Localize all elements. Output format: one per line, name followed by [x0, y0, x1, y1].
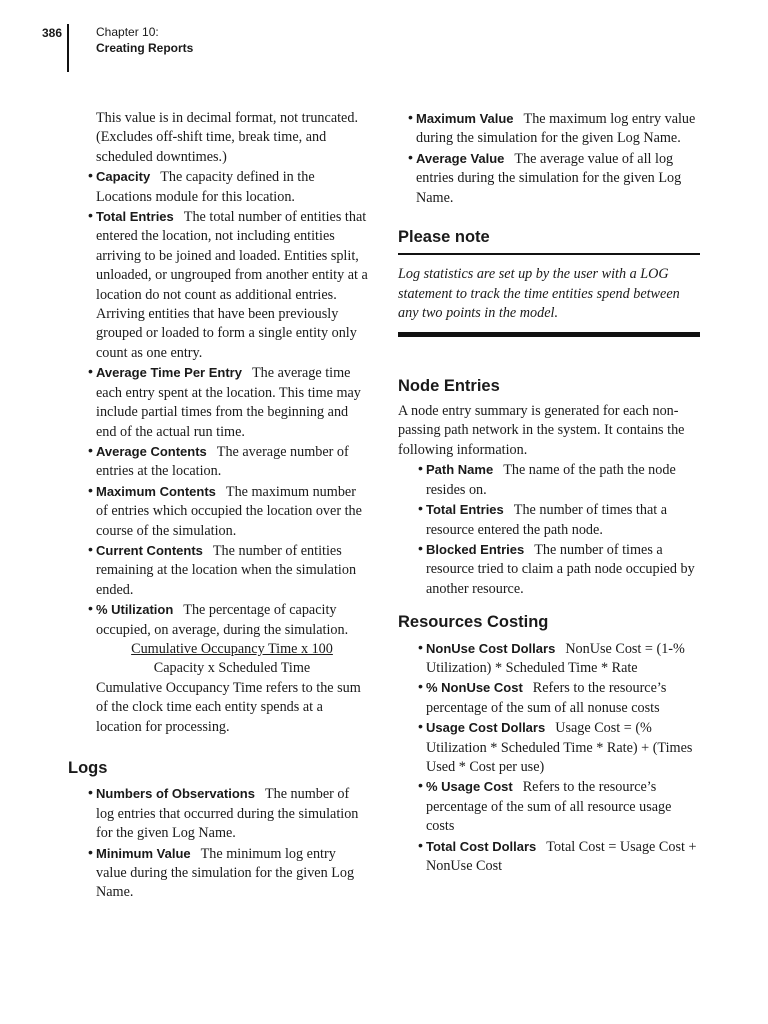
list-item [78, 207, 368, 363]
list-item [398, 718, 700, 777]
term: Minimum Value [96, 845, 191, 861]
bullet-icon: • [418, 778, 423, 795]
definition: The average number of entries at the location. [96, 443, 349, 480]
bullet-icon: • [418, 679, 423, 696]
term: Numbers of Observations [96, 786, 255, 802]
list-item [78, 541, 368, 600]
definition: The maximum log entry value during the simulation for the given Log Name. [416, 111, 696, 147]
term: Usage Cost Dollars [426, 720, 546, 736]
utilization-formula [78, 640, 368, 679]
term: Blocked Entries [426, 541, 525, 557]
node-intro: A node entry summary is generated for each non-passing path network in the system. It contains the following information. [398, 403, 685, 458]
list-item [398, 460, 700, 500]
definition: The average time each entry spent at the location. This time may include partial times from the beginning and end of the actual run time. [96, 365, 361, 440]
definition: NonUse Cost = (1-% Utilization) * Scheduled Time * Rate [426, 640, 685, 676]
definition: The number of log entries that occurred during the simulation for the given Log Name. [96, 786, 359, 842]
term: Total Entries [96, 209, 174, 225]
note-text: Log statistics are set up by the user with a LOG statement to track the time entities spend between any two points in the model. [398, 266, 680, 322]
section-heading-logs: Logs [68, 759, 108, 777]
bullet-icon: • [418, 719, 423, 736]
bullet-icon: • [418, 837, 423, 854]
list-item [78, 363, 368, 442]
header-divider [67, 24, 69, 72]
list-item [398, 639, 700, 679]
note-heading: Please note [398, 228, 490, 247]
definition: Refers to the resource’s percentage of the sum of all resource usage costs [426, 779, 672, 835]
bullet-icon: • [88, 844, 93, 861]
bullet-icon: • [88, 168, 93, 185]
page-number: 386 [42, 26, 63, 40]
definition: The number of times a resource tried to claim a path node occupied by another resource. [426, 541, 695, 597]
note-top-rule [398, 253, 700, 255]
term: Maximum Value [416, 111, 514, 126]
term: Average Time Per Entry [96, 365, 242, 381]
list-item [398, 837, 700, 877]
list-item [78, 844, 368, 903]
term: Average Contents [96, 443, 207, 459]
bullet-icon: • [418, 461, 423, 478]
node-entries-list [398, 460, 700, 599]
logs-list-continued [398, 109, 700, 208]
term: % NonUse Cost [426, 680, 523, 696]
definition: The capacity defined in the Locations module for this location. [96, 169, 315, 205]
definition: The number of entities remaining at the location when the simulation ended. [96, 542, 357, 598]
section-heading-node-entries: Node Entries [398, 376, 500, 395]
formula-denominator: Capacity x Scheduled Time [153, 660, 311, 677]
bullet-icon: • [408, 149, 413, 166]
chapter-title: Creating Reports [96, 41, 194, 55]
term: Total Entries [426, 502, 504, 518]
list-item [398, 149, 700, 208]
definition: The maximum number of entries which occupied the location over the course of the simulation. [96, 483, 362, 539]
definition: The minimum log entry value during the simulation for the given Log Name. [96, 845, 355, 901]
left-column [68, 109, 368, 903]
term: Maximum Contents [96, 483, 216, 499]
bullet-icon: • [88, 785, 93, 802]
term: % Utilization [96, 602, 174, 618]
definition: The total number of entities that entered the location, not including entities arriving to be joined and loaded. Entities split, unloaded, or ungrouped from another entity at a location do not count as additional entries. Arriving entities that have been previously grouped or loaded to form a single entity only count as one entry. [96, 209, 368, 361]
formula-numerator: Cumulative Occupancy Time x 100 [131, 640, 333, 657]
bullet-icon: • [88, 208, 93, 225]
term: NonUse Cost Dollars [426, 640, 556, 656]
intro-paragraph: This value is in decimal format, not truncated. (Excludes off-shift time, break time, and scheduled downtimes.) [96, 110, 358, 165]
definition: The average value of all log entries during the simulation for the given Log Name. [416, 150, 682, 206]
list-item [78, 442, 368, 482]
note-box [398, 228, 700, 337]
definition: Refers to the resource’s percentage of the sum of all nonuse costs [426, 680, 667, 716]
term: Capacity [96, 169, 151, 185]
running-header [96, 24, 193, 56]
definition: The number of times that a resource entered the path node. [426, 502, 668, 538]
bullet-icon: • [418, 501, 423, 518]
bullet-icon: • [408, 110, 413, 126]
bullet-icon: • [418, 639, 423, 656]
bullet-icon: • [418, 540, 423, 557]
list-item [398, 678, 700, 718]
location-stats-list [78, 167, 368, 640]
list-item [78, 482, 368, 541]
formula-note: Cumulative Occupancy Time refers to the sum of the clock time each entity spends at a location for processing. [96, 679, 361, 735]
definition: Usage Cost = (% Utilization * Scheduled Time * Rate) + (Times Used * Cost per use) [426, 720, 693, 775]
list-item [398, 500, 700, 540]
list-item [78, 600, 368, 640]
bullet-icon: • [88, 601, 93, 618]
bullet-icon: • [88, 442, 93, 459]
bullet-icon: • [88, 364, 93, 381]
term: Current Contents [96, 542, 203, 558]
term: % Usage Cost [426, 779, 513, 795]
list-item [398, 777, 700, 836]
term: Average Value [416, 150, 505, 166]
list-item [78, 167, 368, 207]
section-heading-resources-costing: Resources Costing [398, 613, 549, 632]
definition: The name of the path the node resides on. [426, 462, 676, 498]
list-item [398, 109, 700, 149]
note-bottom-rule [398, 332, 700, 337]
definition: The percentage of capacity occupied, on average, during the simulation. [96, 602, 349, 638]
bullet-icon: • [88, 541, 93, 558]
term: Total Cost Dollars [426, 838, 537, 854]
chapter-label: Chapter 10: [96, 25, 159, 39]
right-column [398, 109, 700, 876]
definition: Total Cost = Usage Cost + NonUse Cost [426, 838, 697, 874]
bullet-icon: • [88, 482, 93, 499]
term: Path Name [426, 462, 494, 478]
list-item [398, 540, 700, 599]
costing-list [398, 639, 700, 877]
logs-list [78, 784, 368, 902]
list-item [78, 784, 368, 843]
